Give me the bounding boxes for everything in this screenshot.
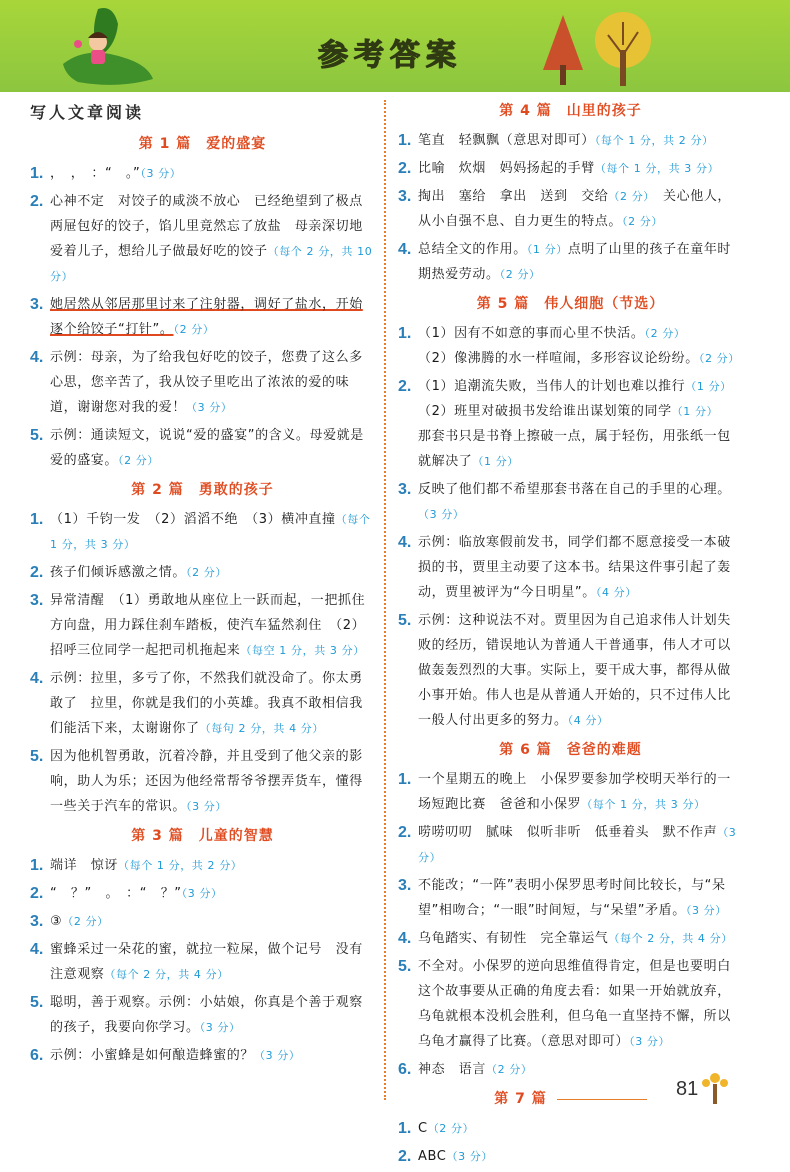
answer-item: [30, 292, 375, 342]
question-number: 1.: [398, 325, 412, 342]
answer-text: （1）因有不如意的事而心里不快活。（2 分） （2）像沸腾的水一样喧闹，多形容议论纷纷。（2 分）: [418, 326, 740, 366]
score-note: （3 分）: [446, 1150, 493, 1163]
score-note: （1 分）: [526, 243, 568, 256]
answer-text: 示例：拉里，多亏了你，不然我们就没命了。你太勇敢了 拉里，你就是我们的小英雄。我真不敢相信我们能活下来，太谢谢你了（每句 2 分，共 4 分）: [50, 671, 363, 736]
answer-item: [30, 937, 375, 987]
answer-text: 总结全文的作用。（1 分）点明了山里的孩子在童年时期热爱劳动。（2 分）: [418, 242, 732, 282]
score-note: （2 分）: [118, 454, 160, 467]
answer-item: [30, 507, 375, 557]
question-number: 3.: [398, 481, 412, 498]
score-note: （2 分）: [499, 268, 541, 281]
score-note: （每个 1 分，共 2 分）: [594, 134, 714, 147]
answer-item: [30, 909, 375, 934]
question-number: 4.: [398, 241, 412, 258]
score-note: （2 分）: [427, 1122, 475, 1135]
score-note: （2 分）: [608, 190, 650, 203]
answer-text: （1）千钧一发 （2）滔滔不绝 （3）横冲直撞（每个 1 分，共 3 分）: [50, 512, 371, 551]
question-number: 3.: [398, 877, 412, 894]
answer-item: [398, 321, 743, 371]
answer-text: 不全对。小保罗的逆向思维值得肯定，但是也要明白这个故事要从正确的角度去看：如果一开始就放弃，乌龟就根本没机会胜利，但乌龟一直坚持不懈，所以乌龟才赢得了比赛。（意思对即可）（3 分）: [418, 959, 731, 1049]
answer-item: [398, 184, 743, 234]
answer-text: ③（2 分）: [50, 914, 109, 929]
chapter-title: 第 6 篇 爸爸的难题: [499, 742, 642, 758]
question-number: 2.: [398, 378, 412, 395]
answer-item: [398, 820, 743, 870]
answer-text: “ ？” 。 ：“ ？”（3 分）: [50, 886, 223, 901]
answer-item: [30, 345, 375, 420]
sprout-icon: [700, 1070, 730, 1106]
question-number: 4.: [398, 534, 412, 551]
score-note: （2 分）: [186, 566, 228, 579]
question-number: 4.: [30, 670, 44, 687]
answer-text: 示例：通读短文，说说“爱的盛宴”的含义。母爱就是爱的盛宴。（2 分）: [50, 428, 364, 468]
answer-item: [30, 1043, 375, 1068]
answer-item: [398, 477, 743, 527]
question-number: 4.: [30, 349, 44, 366]
question-number: 2.: [30, 885, 44, 902]
score-note: （4 分）: [567, 714, 609, 727]
answer-text: 因为他机智勇敢，沉着冷静，并且受到了他父亲的影响，助人为乐；还因为他经常帮爷爷摆弄货车，懂得一些关于汽车的常识。（3 分）: [50, 749, 363, 814]
question-number: 3.: [30, 296, 44, 313]
score-note: （2 分）: [486, 1063, 533, 1076]
answer-text: 唠唠叨叨 腻味 似听非听 低垂着头 默不作声（3 分）: [418, 825, 737, 864]
score-note: （1 分）: [472, 455, 519, 468]
title-blank-line: [557, 1099, 647, 1100]
score-note: （每句 2 分，共 4 分）: [199, 722, 324, 735]
score-note: （1 分）: [671, 405, 719, 418]
question-number: 3.: [30, 913, 44, 930]
question-number: 1.: [30, 511, 44, 528]
chapter-title: 第 4 篇 山里的孩子: [499, 103, 642, 119]
answer-text: 比喻 炊烟 妈妈扬起的手臂（每个 1 分，共 3 分）: [418, 161, 720, 176]
section-title: 写人文章阅读: [30, 103, 145, 122]
score-note: （3 分）: [418, 508, 465, 521]
score-note: （3 分）: [140, 167, 182, 180]
answer-text: 孩子们倾诉感激之情。（2 分）: [50, 565, 228, 580]
question-number: 6.: [30, 1047, 44, 1064]
score-note: （2 分）: [644, 327, 686, 340]
answer-item: [30, 423, 375, 473]
answer-text: 聪明，善于观察。示例：小姑娘，你真是个善于观察的孩子，我要向你学习。（3 分）: [50, 995, 363, 1035]
left-column: [30, 100, 375, 1071]
score-note: （3 分）: [199, 1021, 241, 1034]
answer-text: 一个星期五的晚上 小保罗要参加学校明天举行的一场短跑比赛 爸爸和小保罗（每个 1 分，共 3 分）: [418, 772, 731, 812]
score-note: （1 分）: [685, 380, 732, 393]
score-note: （每个 1 分，共 3 分）: [594, 162, 720, 175]
score-note: （3 分）: [186, 401, 233, 414]
answer-item: [398, 873, 743, 923]
score-note: （每个 1 分，共 3 分）: [581, 798, 706, 811]
answer-text: 不能改；“一阵”表明小保罗思考时间比较长，与“呆望”相吻合；“一眼”时间短，与“呆望”矛盾。（3 分）: [418, 878, 727, 918]
answer-item: [398, 954, 743, 1054]
answer-item: [30, 881, 375, 906]
score-note: （3 分）: [254, 1049, 301, 1062]
answer-item: [398, 1144, 743, 1169]
answer-item: [30, 666, 375, 741]
score-note: （每个 2 分，共 10 分）: [50, 245, 373, 283]
answer-text: 端详 惊讶（每个 1 分，共 2 分）: [50, 858, 243, 873]
answer-text: ABC（3 分）: [418, 1149, 493, 1164]
page-number: 81: [676, 1078, 699, 1100]
question-number: 6.: [398, 1061, 412, 1078]
chapter-title: 第 7 篇: [398, 1088, 743, 1108]
question-number: 5.: [398, 612, 412, 629]
answer-text: 示例：临放寒假前发书，同学们都不愿意接受一本破损的书，贾里主动要了这本书。结果这件事引起了轰动，贾里被评为“今日明星”。（4 分）: [418, 535, 731, 600]
score-note: （3 分）: [629, 1035, 671, 1048]
answer-text: 心神不定 对饺子的咸淡不放心 已经绝望到了极点 两屉包好的饺子，馅儿里竟然忘了放盐 母亲深切地爱着儿子，想给儿子做最好吃的饺子（每个 2 分，共 10 分）: [50, 194, 377, 283]
question-number: 1.: [398, 771, 412, 788]
chapter-title: 第 1 篇 爱的盛宴: [138, 136, 267, 152]
score-note: （4 分）: [595, 586, 637, 599]
question-number: 3.: [398, 188, 412, 205]
answer-item: [30, 588, 375, 663]
score-note: （3 分）: [685, 904, 727, 917]
score-note: （2 分）: [698, 352, 740, 365]
answer-item: [30, 990, 375, 1040]
answer-item: [398, 767, 743, 817]
question-number: 5.: [30, 994, 44, 1011]
question-number: 1.: [398, 132, 412, 149]
question-number: 5.: [30, 427, 44, 444]
answer-item: [30, 853, 375, 878]
answer-item: [398, 156, 743, 181]
score-note: （每个 1 分，共 2 分）: [118, 859, 243, 872]
question-number: 2.: [398, 1148, 412, 1165]
answer-text: 反映了他们都不希望那套书落在自己的手里的心理。（3 分）: [418, 482, 731, 521]
score-note: （3 分）: [418, 826, 737, 864]
score-note: （3 分）: [181, 887, 223, 900]
question-number: 1.: [30, 857, 44, 874]
question-number: 4.: [30, 941, 44, 958]
answer-item: [398, 128, 743, 153]
score-note: （2 分）: [62, 915, 109, 928]
answer-text: 蜜蜂采过一朵花的蜜，就拉一粒屎，做个记号 没有注意观察（每个 2 分，共 4 分）: [50, 942, 363, 982]
answer-text: 神态 语言（2 分）: [418, 1062, 533, 1077]
score-note: （每个 2 分，共 4 分）: [608, 932, 733, 945]
answer-text: 她居然从邻居那里讨来了注射器，调好了盐水，开始逐个给饺子“打针”。（2 分）: [50, 297, 363, 337]
answer-item: [398, 1116, 743, 1141]
answer-text: C（2 分）: [418, 1121, 475, 1136]
question-number: 1.: [30, 165, 44, 182]
chapter-title: 第 3 篇 儿童的智慧: [131, 828, 274, 844]
score-note: （2 分）: [622, 215, 664, 228]
answer-item: [30, 161, 375, 186]
answer-text: 笔直 轻飘飘（意思对即可）（每个 1 分，共 2 分）: [418, 133, 714, 148]
answer-text: 示例：这种说法不对。贾里因为自己追求伟人计划失败的经历，错误地认为普通人干普通事，伟人才可以做轰轰烈烈的大事。实际上，要干成大事，都得从做小事开始。伟人也是从普通人开始的，只不过伟人比一般人付出更多的努力。（4 分）: [418, 613, 731, 728]
question-number: 2.: [30, 193, 44, 210]
answer-text: （1）追潮流失败，当伟人的计划也难以推行（1 分） （2）班里对破损书发给谁出谋划策的同学（1 分） 那套书只是书脊上擦破一点，属于轻伤，用张纸一包就解决了（1 分）: [418, 379, 732, 469]
question-number: 4.: [398, 930, 412, 947]
question-number: 1.: [398, 1120, 412, 1137]
answer-text: ， ， ：“ 。”（3 分）: [50, 166, 182, 181]
chapter-title: 第 5 篇 伟人细胞（节选）: [476, 296, 665, 312]
question-number: 2.: [398, 160, 412, 177]
answer-item: [398, 926, 743, 951]
score-note: （3 分）: [186, 800, 228, 813]
answer-item: [30, 744, 375, 819]
chapter-title: 第 2 篇 勇敢的孩子: [131, 482, 274, 498]
girl-on-leaf-illustration: [58, 4, 158, 92]
score-note: （每个 1 分，共 3 分）: [50, 513, 371, 551]
answer-item: [398, 608, 743, 733]
answer-text: 掏出 塞给 拿出 送到 交给（2 分） 关心他人，从小自强不息、自力更生的特点。（2 分）: [418, 189, 732, 229]
score-note: （每空 1 分，共 3 分）: [240, 644, 365, 657]
answer-item: [398, 237, 743, 287]
column-divider: [384, 100, 386, 1100]
question-number: 5.: [398, 958, 412, 975]
answer-item: [398, 374, 743, 474]
right-column: [398, 100, 743, 1172]
answer-item: [30, 560, 375, 585]
answer-text: 异常清醒 （1）勇敢地从座位上一跃而起，一把抓住方向盘，用力踩住刹车踏板，使汽车猛然刹住 （2）招呼三位同学一起把司机拖起来（每空 1 分，共 3 分）: [50, 593, 366, 658]
question-number: 2.: [398, 824, 412, 841]
score-note: （2 分）: [173, 323, 215, 336]
trees-illustration: [538, 10, 658, 88]
answer-text: 示例：小蜜蜂是如何酿造蜂蜜的？（3 分）: [50, 1048, 301, 1063]
answer-item: [398, 530, 743, 605]
question-number: 3.: [30, 592, 44, 609]
question-number: 2.: [30, 564, 44, 581]
page-title: 参考答案: [318, 38, 462, 73]
answer-text: 示例：母亲，为了给我包好吃的饺子，您费了这么多心思，您辛苦了，我从饺子里吃出了浓浓的爱的味道，谢谢您对我的爱！（3 分）: [50, 350, 363, 415]
question-number: 5.: [30, 748, 44, 765]
answer-item: [30, 189, 375, 289]
answer-text: 乌龟踏实、有韧性 完全靠运气（每个 2 分，共 4 分）: [418, 931, 733, 946]
score-note: （每个 2 分，共 4 分）: [104, 968, 229, 981]
page-header-banner: [0, 0, 790, 92]
